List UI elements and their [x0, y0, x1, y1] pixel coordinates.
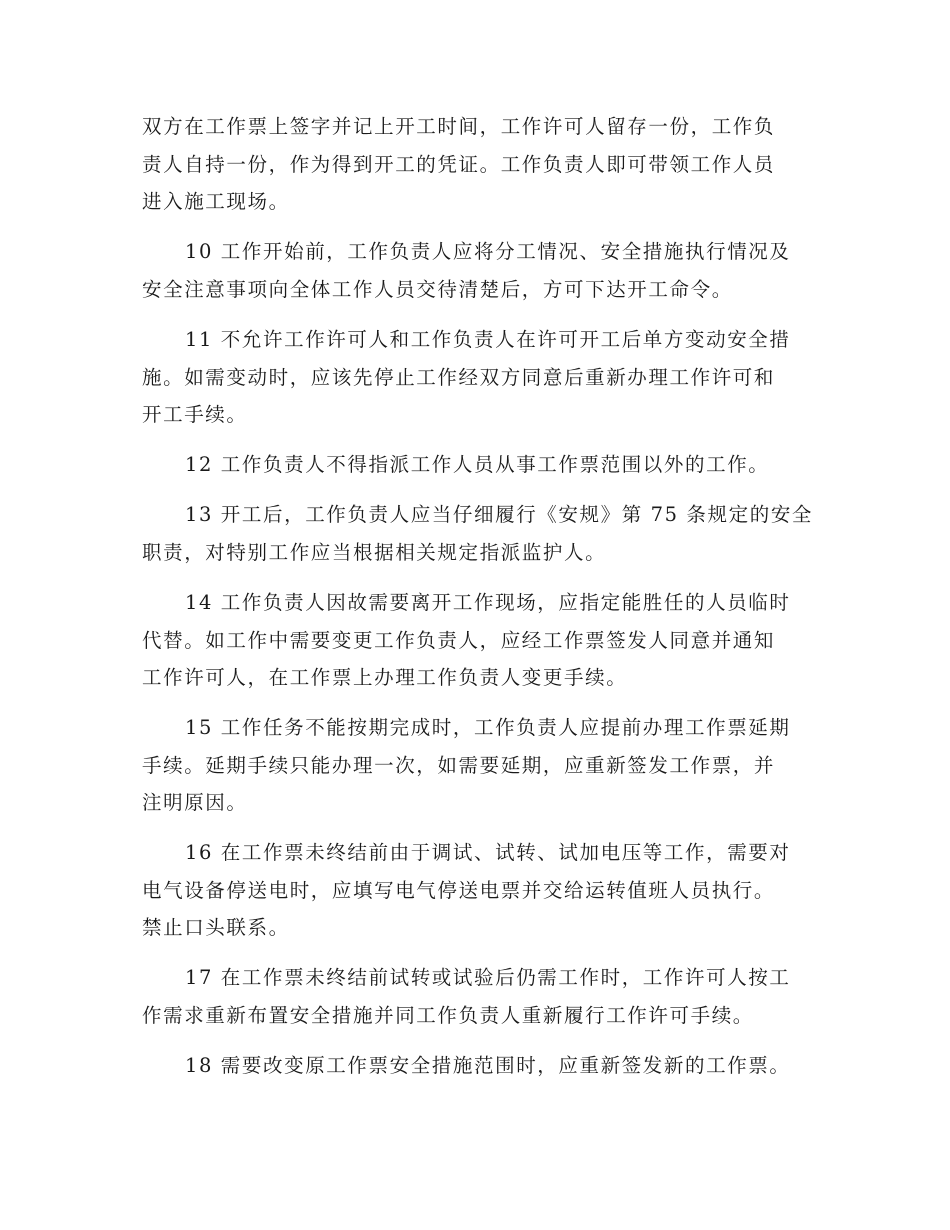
paragraph-item-12 — [142, 446, 812, 484]
paragraph-item-13 — [142, 496, 812, 571]
paragraph-line: 进入施工现场。 — [142, 190, 290, 213]
paragraph-item-14 — [142, 584, 812, 697]
paragraph-item-15 — [142, 709, 812, 822]
paragraph-line: 施。如需变动时，应该先停止工作经双方同意后重新办理工作许可和 — [142, 365, 776, 389]
paragraph-line: 17 在工作票未终结前试转或试验后仍需工作时，工作许可人按工 — [185, 966, 791, 989]
paragraph-item-18 — [142, 1047, 812, 1085]
paragraph-line: 责人自持一份，作为得到开工的凭证。工作负责人即可带领工作人员 — [142, 152, 776, 176]
paragraph-line: 开工手续。 — [142, 403, 248, 426]
paragraph-line: 11 不允许工作许可人和工作负责人在许可开工后单方变动安全措 — [185, 328, 791, 351]
paragraph-line: 职责，对特别工作应当根据相关规定指派监护人。 — [142, 540, 607, 564]
paragraph-line: 工作许可人，在工作票上办理工作负责人变更手续。 — [142, 666, 628, 689]
paragraph-line: 10 工作开始前，工作负责人应将分工情况、安全措施执行情况及 — [185, 240, 791, 263]
paragraph-item-17 — [142, 959, 812, 1034]
paragraph-line: 禁止口头联系。 — [142, 916, 290, 939]
paragraph-line: 手续。延期手续只能办理一次，如需要延期，应重新签发工作票，并 — [142, 753, 776, 777]
paragraph-line: 15 工作任务不能按期完成时，工作负责人应提前办理工作票延期 — [185, 716, 791, 739]
paragraph-item-16 — [142, 834, 812, 947]
paragraph-line: 电气设备停送电时，应填写电气停送电票并交给运转值班人员执行。 — [142, 878, 776, 902]
paragraph-line: 12 工作负责人不得指派工作人员从事工作票范围以外的工作。 — [185, 453, 770, 476]
paragraph-line: 作需求重新布置安全措施并同工作负责人重新履行工作许可手续。 — [142, 1003, 754, 1027]
paragraph-line: 安全注意事项向全体工作人员交待清楚后，方可下达开工命令。 — [142, 277, 733, 301]
paragraph-line: 16 在工作票未终结前由于调试、试转、试加电压等工作，需要对 — [185, 841, 791, 864]
paragraph-line: 代替。如工作中需要变更工作负责人，应经工作票签发人同意并通知 — [142, 628, 776, 652]
paragraph-line: 双方在工作票上签字并记上开工时间，工作许可人留存一份，工作负 — [142, 115, 776, 138]
paragraph-item-10 — [142, 233, 812, 308]
paragraph-line: 13 开工后，工作负责人应当仔细履行《安规》第 75 条规定的安全 — [185, 503, 814, 526]
paragraph-line: 14 工作负责人因故需要离开工作现场，应指定能胜任的人员临时 — [185, 591, 791, 614]
paragraph-item-11 — [142, 321, 812, 434]
paragraph-line: 注明原因。 — [142, 791, 248, 814]
paragraph-line: 18 需要改变原工作票安全措施范围时，应重新签发新的工作票。 — [185, 1054, 791, 1077]
paragraph-continuation — [142, 108, 812, 221]
